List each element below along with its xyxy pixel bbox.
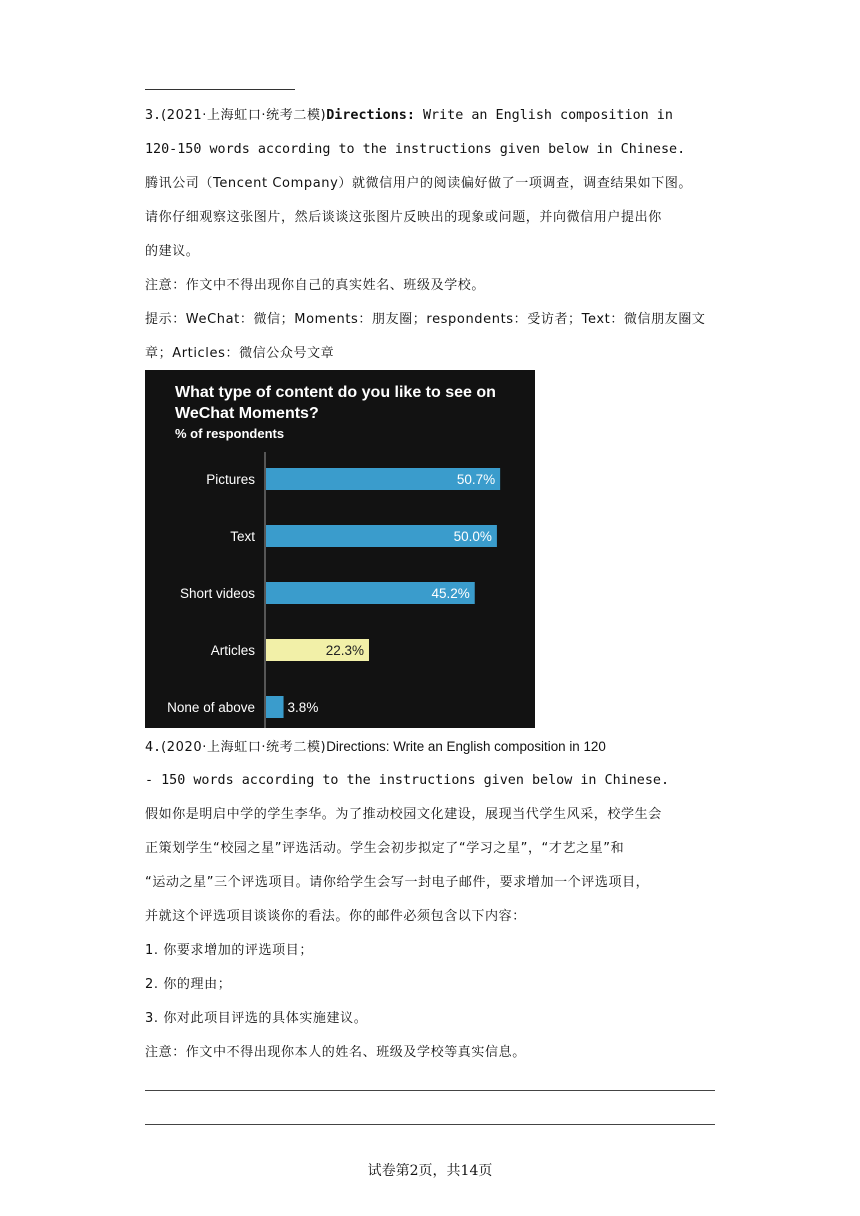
category-label: Short videos — [179, 586, 255, 601]
wechat-survey-chart — [145, 370, 535, 728]
value-label: 50.7% — [456, 472, 496, 487]
category-label: Pictures — [206, 472, 255, 487]
q3-number: 3. — [145, 108, 162, 123]
q3-line2: 120-150 words according to the instructions given below in Chinese. — [145, 142, 686, 157]
q4-cn1: 假如你是明启中学的学生李华。为了推动校园文化建设，展现当代学生风采，校学生会 — [145, 807, 662, 822]
q3-cn3: 的建议。 — [145, 244, 200, 259]
q4-item2: 2. 你的理由； — [145, 977, 232, 992]
category-label: Articles — [210, 643, 255, 658]
answer-line — [145, 1124, 715, 1125]
q3-source: (2021·上海虹口·统考二模) — [161, 108, 327, 123]
q4-item3: 3. 你对此项目评选的具体实施建议。 — [145, 1011, 368, 1026]
q4-line2: - 150 words according to the instructions given below in Chinese. — [145, 773, 670, 788]
q4-note: 注意：作文中不得出现你本人的姓名、班级及学校等真实信息。 — [145, 1045, 526, 1060]
chart-subtitle: % of respondents — [175, 426, 285, 441]
value-label: 45.2% — [431, 586, 470, 601]
q4-item1: 1. 你要求增加的评选项目； — [145, 943, 313, 958]
value-label: 50.0% — [453, 529, 492, 544]
value-label: 22.3% — [325, 643, 364, 658]
chart-title: What type of content do you like to see on WeChat Moments? — [175, 384, 496, 422]
bar-none-of-above — [266, 696, 284, 718]
answer-line — [145, 1090, 715, 1091]
q3-cn1: 腾讯公司（Tencent Company）就微信用户的阅读偏好做了一项调查，调查结果如下图。 — [145, 176, 693, 191]
q3-note: 注意：作文中不得出现你自己的真实姓名、班级及学校。 — [145, 278, 486, 293]
q4-source: (2020·上海虹口·统考二模) — [161, 740, 327, 755]
q3-heading — [145, 107, 720, 125]
category-label: Text — [230, 529, 255, 544]
q3-directions-label: Directions: — [326, 108, 415, 123]
answer-line-top — [145, 89, 295, 90]
q4-heading — [145, 738, 720, 757]
q4-number: 4. — [145, 740, 162, 755]
q4-directions-text: Directions: Write an English composition in 120 — [326, 739, 606, 754]
category-label: None of above — [167, 700, 255, 715]
q3-hint2: 章；Articles：微信公众号文章 — [145, 346, 335, 361]
q4-cn2: 正策划学生“校园之星”评选活动。学生会初步拟定了“学习之星”，“才艺之星”和 — [145, 841, 625, 856]
q3-hint1: 提示：WeChat：微信；Moments：朋友圈；respondents：受访者；Text：微信朋友圈文 — [145, 312, 706, 327]
q4-cn4: 并就这个评选项目谈谈你的看法。你的邮件必须包含以下内容： — [145, 909, 526, 924]
q3-cn2: 请你仔细观察这张图片，然后谈谈这张图片反映出的现象或问题，并向微信用户提出你 — [145, 210, 662, 225]
page-footer: 试卷第2页，共14页 — [367, 1163, 493, 1179]
value-label: 3.8% — [287, 700, 319, 715]
q4-cn3: “运动之星”三个评选项目。请你给学生会写一封电子邮件，要求增加一个评选项目， — [145, 875, 650, 890]
q3-directions-text: Write an English composition in — [414, 108, 673, 123]
